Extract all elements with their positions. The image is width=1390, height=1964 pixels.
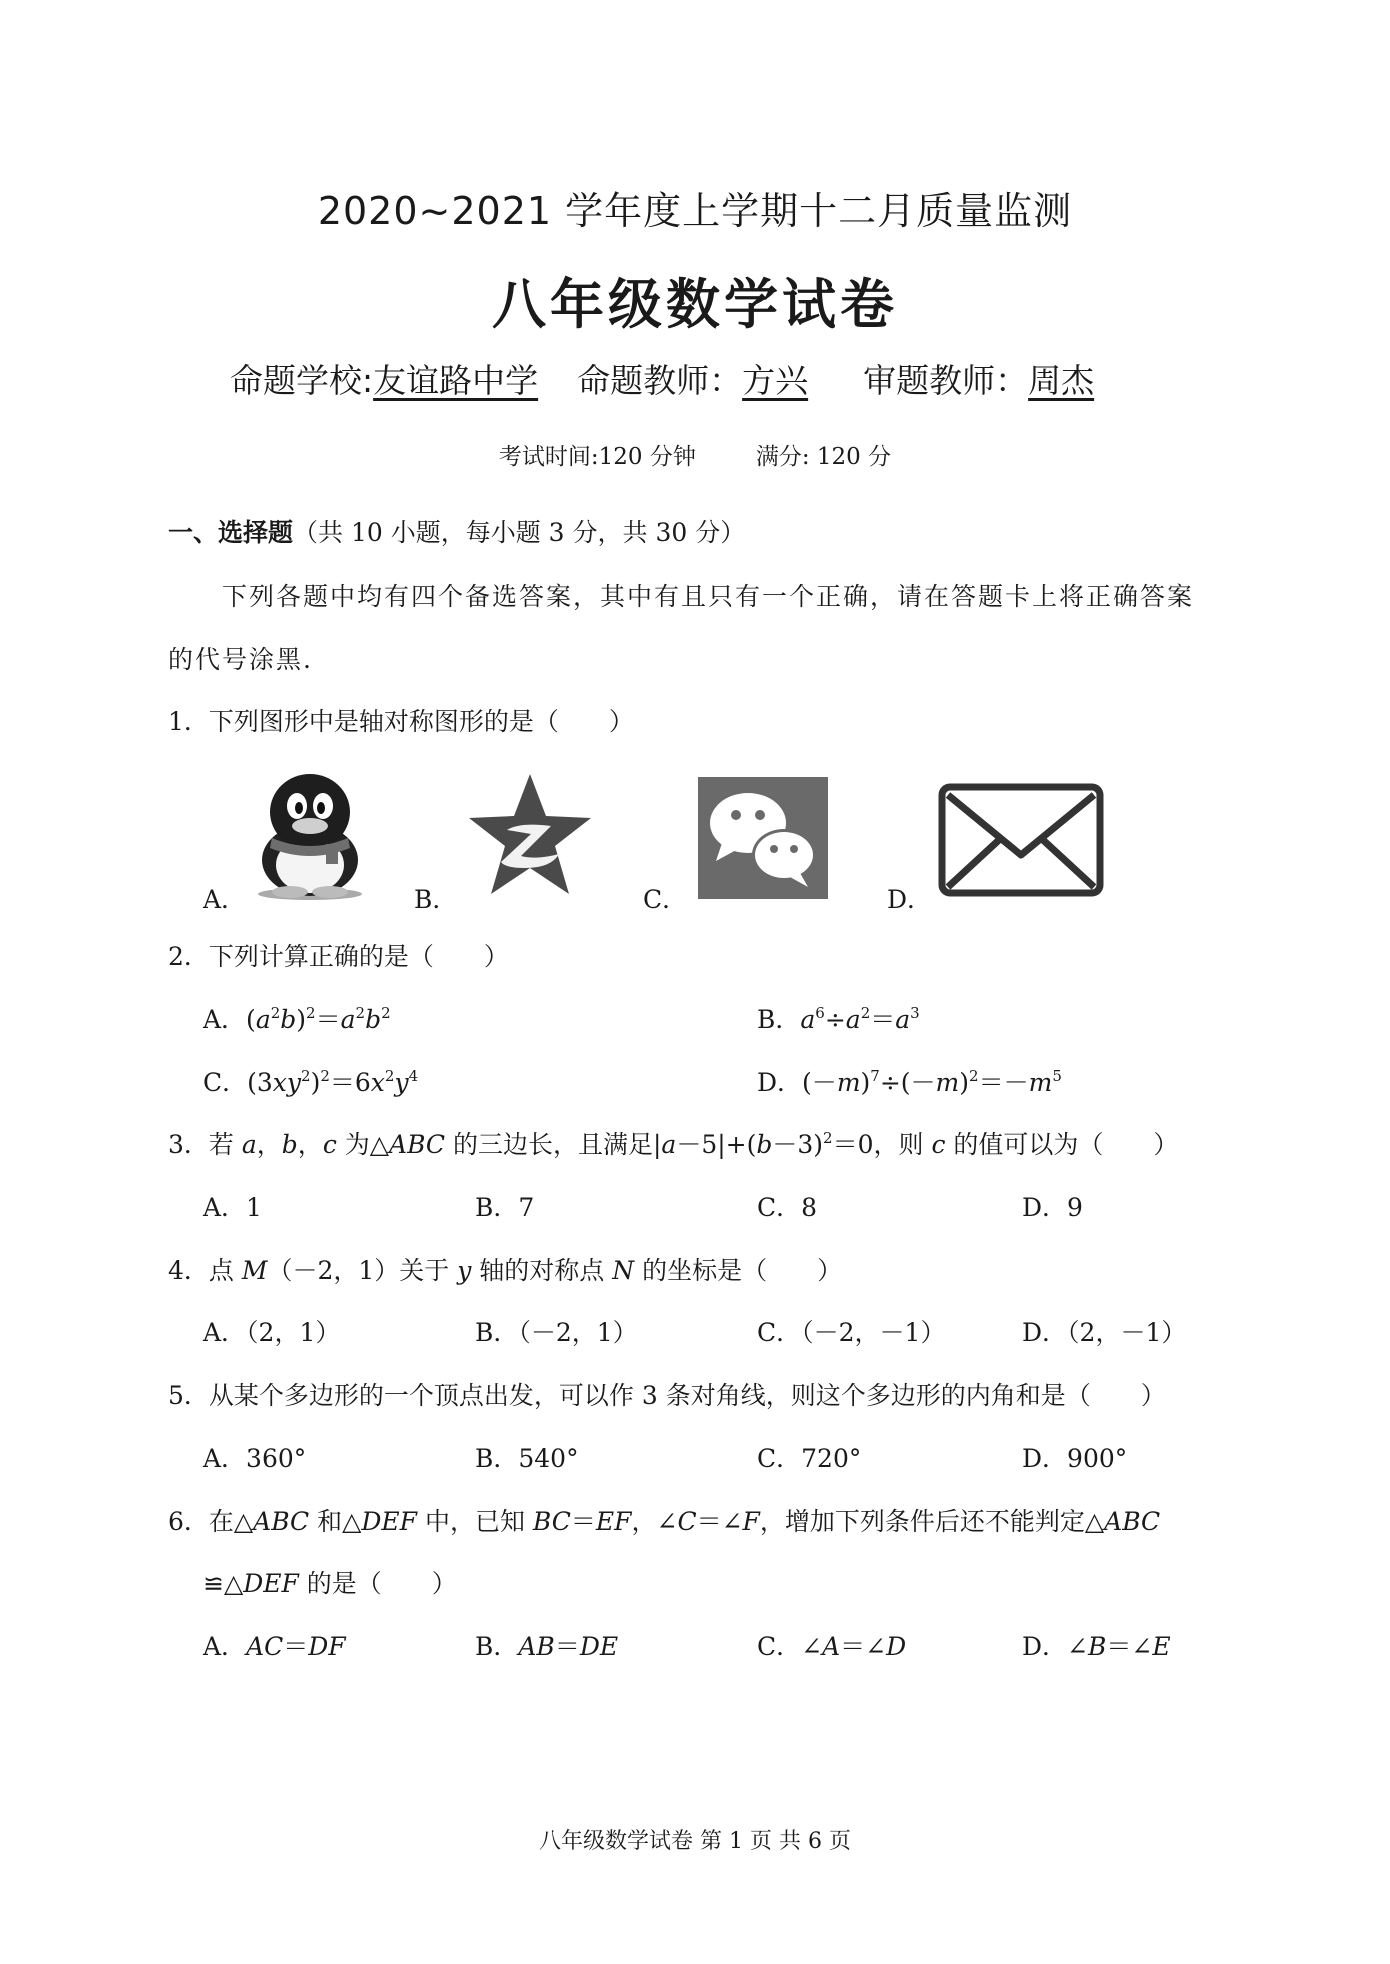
q6-option-c: C．∠A＝∠D	[757, 1632, 907, 1661]
school-label: 命题学校:	[230, 361, 374, 400]
q5-option-c: C．720°	[757, 1444, 862, 1473]
q5-option-a: A．360°	[203, 1444, 307, 1473]
exam-time: 考试时间:120 分钟	[498, 444, 696, 470]
q3-option-b: B．7	[475, 1193, 535, 1222]
school-name: 友谊路中学	[373, 361, 539, 400]
q3-option-d: D．9	[1022, 1193, 1083, 1222]
reviewer-name: 周杰	[1028, 361, 1095, 400]
exam-authors	[230, 355, 1094, 402]
question-3-stem: 3．若 a，b，c 为△ABC 的三边长，且满足$|a-5|+(b-3)^2=0$，则 c 的值可以为（ ）	[168, 1129, 1179, 1159]
q1-option-c-label: C．	[643, 885, 688, 914]
q4-option-a: A．（2，1）	[203, 1318, 341, 1347]
question-6-stem-line2: ≌△DEF 的是（ ）	[203, 1569, 457, 1598]
question-6-stem-line1: 6．在△ABC 和△DEF 中，已知 BC＝EF，∠C＝∠F，增加下列条件后还不能判定△ABC	[168, 1507, 1161, 1536]
q3-option-c: C．8	[757, 1193, 818, 1222]
setter-label: 命题教师：	[577, 361, 743, 400]
section-intro-line1: 下列各题中均有四个备选答案，其中有且只有一个正确，请在答题卡上将正确答案	[222, 582, 1195, 611]
chat-bubbles-icon	[698, 777, 828, 899]
exam-score: 满分: 120 分	[755, 444, 892, 470]
penguin-icon	[250, 770, 370, 900]
section-intro-line2: 的代号涂黑.	[168, 645, 313, 674]
q2-option-d: D．$(-m)^7\div(-m)^2=-m^5$	[757, 1067, 1062, 1097]
question-5-stem: 5．从某个多边形的一个顶点出发，可以作 3 条对角线，则这个多边形的内角和是（ ）	[168, 1381, 1166, 1410]
star-z-icon	[465, 770, 595, 900]
q4-option-c: C．（－2，－1）	[757, 1318, 946, 1347]
q4-option-d: D．（2，－1）	[1022, 1318, 1187, 1347]
question-4-stem: 4．点 M（－2，1）关于 y 轴的对称点 N 的坐标是（ ）	[168, 1256, 843, 1285]
q1-option-d-label: D．	[887, 885, 933, 914]
q6-option-a: A．AC＝DF	[203, 1632, 346, 1661]
exam-info	[0, 438, 1390, 471]
exam-title: 2020~2021 学年度上学期十二月质量监测	[317, 189, 1073, 233]
section-note: （共 10 小题，每小题 3 分，共 30 分）	[293, 518, 746, 547]
section-heading	[168, 513, 745, 549]
setter-name: 方兴	[742, 361, 809, 400]
question-2-stem: 2．下列计算正确的是（ ）	[168, 942, 509, 971]
q5-option-b: B．540°	[475, 1444, 579, 1473]
q2-option-c: C．$(3xy^2)^2=6x^2y^4$	[203, 1067, 419, 1097]
q3-option-a: A．1	[203, 1193, 262, 1222]
section-title: 一、选择题	[168, 518, 294, 547]
page-footer: 八年级数学试卷 第 1 页 共 6 页	[539, 1829, 851, 1854]
question-1-stem: 1．下列图形中是轴对称图形的是（ ）	[168, 707, 634, 736]
reviewer-label: 审题教师：	[863, 361, 1029, 400]
q1-option-a-label: A．	[203, 885, 247, 914]
q6-option-b: B．AB＝DE	[475, 1632, 619, 1661]
envelope-icon	[938, 783, 1104, 897]
exam-subtitle: 八年级数学试卷	[492, 273, 898, 336]
q4-option-b: B．（－2，1）	[475, 1318, 638, 1347]
q2-option-b: B．$a^6\div a^2=a^3$	[757, 1004, 920, 1034]
q2-option-a: A．$(a^2b)^2=a^2b^2$	[203, 1004, 391, 1034]
q1-option-b-label: B．	[414, 885, 458, 914]
q5-option-d: D．900°	[1022, 1444, 1128, 1473]
q6-option-d: D．∠B＝∠E	[1022, 1632, 1171, 1661]
